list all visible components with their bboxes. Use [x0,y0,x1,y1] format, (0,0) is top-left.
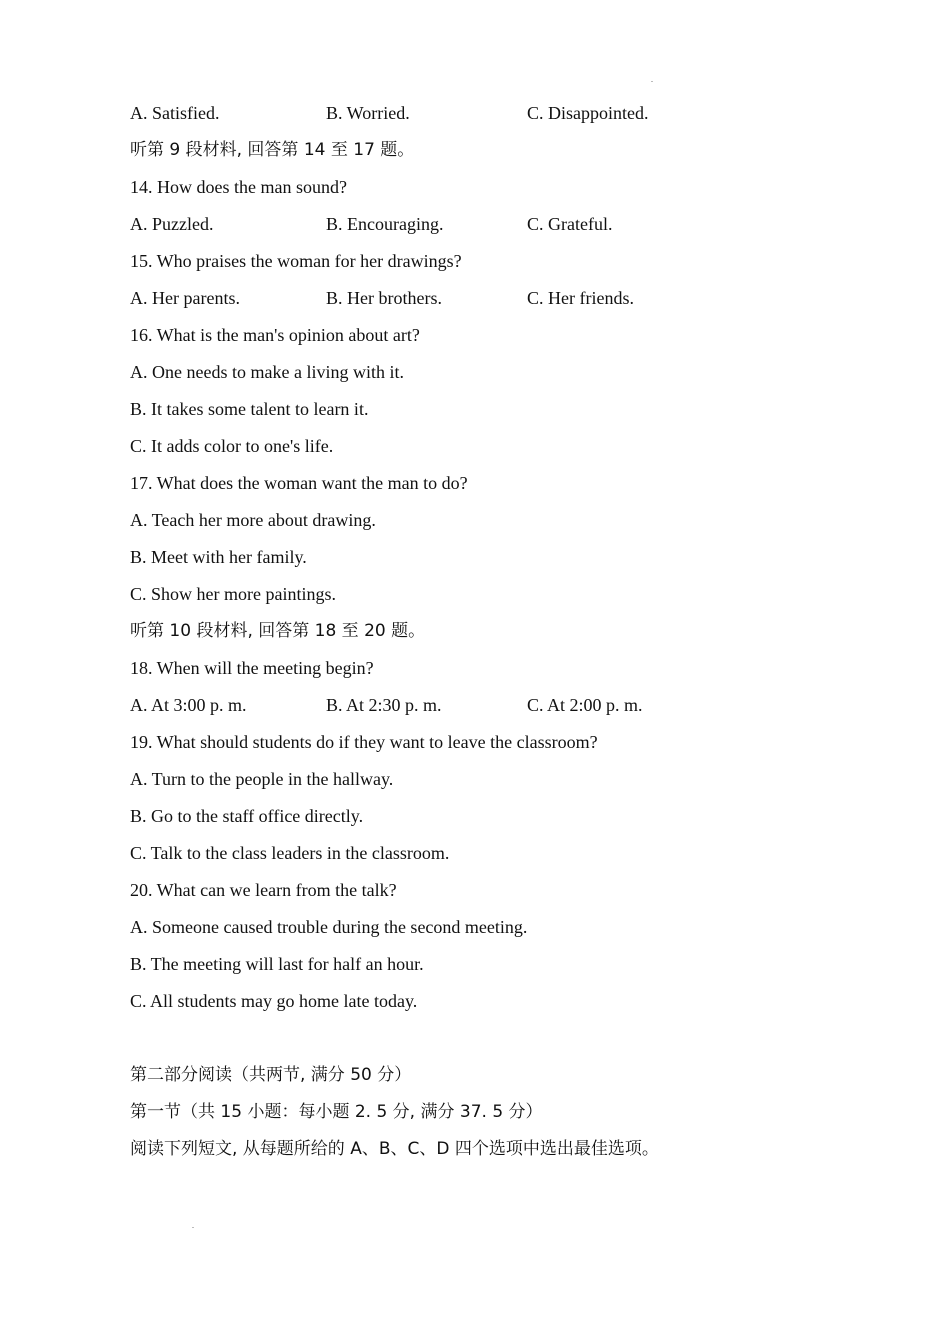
option-c: C. At 2:00 p. m. [527,695,643,715]
option-a: A. Puzzled. [130,214,214,234]
scan-speck [192,1227,194,1228]
answer-options-row [130,99,850,136]
option-a: A. Satisfied. [130,103,220,123]
scan-speck [651,81,653,82]
question-text: 14. How does the man sound? [130,177,347,197]
instruction-text: 听第 9 段材料, 回答第 14 至 17 题。 [130,140,415,160]
answer-option: C. All students may go home late today. [130,991,418,1011]
option-b: B. Encouraging. [326,214,444,234]
option-b: B. At 2:30 p. m. [326,695,442,715]
instruction-text: 第一节（共 15 小题：每小题 2. 5 分, 满分 37. 5 分） [130,1102,543,1122]
answer-option: A. Turn to the people in the hallway. [130,769,394,789]
question-text: 16. What is the man's opinion about art? [130,325,420,345]
answer-option: B. The meeting will last for half an hour. [130,954,424,974]
answer-option: A. One needs to make a living with it. [130,362,404,382]
answer-options-row [130,210,850,247]
question-text: 15. Who praises the woman for her drawings? [130,251,462,271]
option-c: C. Disappointed. [527,103,649,123]
answer-option: B. Meet with her family. [130,547,307,567]
instruction-text: 听第 10 段材料, 回答第 18 至 20 题。 [130,621,426,641]
option-c: C. Her friends. [527,288,634,308]
option-b: B. Her brothers. [326,288,442,308]
instruction-text: 第二部分阅读（共两节, 满分 50 分） [130,1065,412,1085]
option-b: B. Worried. [326,103,410,123]
question-text: 19. What should students do if they want to leave the classroom? [130,732,598,752]
answer-option: C. It adds color to one's life. [130,436,334,456]
option-c: C. Grateful. [527,214,613,234]
answer-option: A. Teach her more about drawing. [130,510,376,530]
answer-option: A. Someone caused trouble during the second meeting. [130,917,528,937]
instruction-text: 阅读下列短文, 从每题所给的 A、B、C、D 四个选项中选出最佳选项。 [130,1139,659,1159]
answer-option: B. It takes some talent to learn it. [130,399,369,419]
answer-option: B. Go to the staff office directly. [130,806,364,826]
question-text: 18. When will the meeting begin? [130,658,374,678]
question-text: 17. What does the woman want the man to do? [130,473,468,493]
option-a: A. At 3:00 p. m. [130,695,247,715]
answer-options-row [130,691,850,728]
answer-option: C. Show her more paintings. [130,584,336,604]
answer-option: C. Talk to the class leaders in the classroom. [130,843,450,863]
option-a: A. Her parents. [130,288,240,308]
section-spacer [130,1024,850,1061]
question-text: 20. What can we learn from the talk? [130,880,397,900]
answer-options-row [130,284,850,321]
exam-content [130,99,850,1172]
